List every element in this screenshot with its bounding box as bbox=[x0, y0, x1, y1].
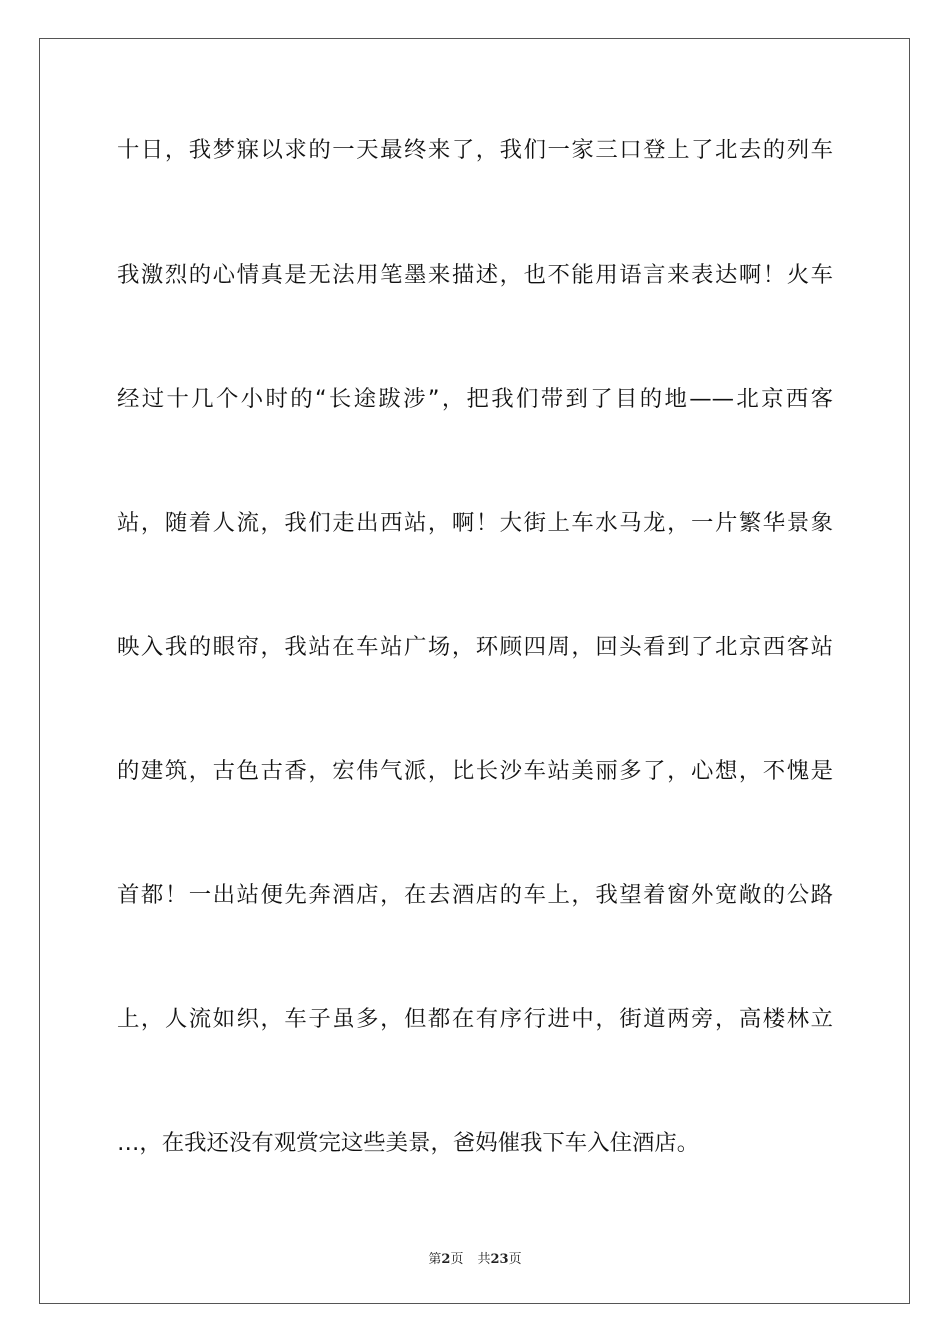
text-line-9: …，在我还没有观赏完这些美景，爸妈催我下车入住酒店。 bbox=[117, 1130, 700, 1156]
text-line-4: 站，随着人流，我们走出西站，啊！大街上车水马龙，一片繁华景象 bbox=[117, 510, 833, 536]
page-frame bbox=[39, 38, 910, 1304]
total-pages: 23 bbox=[490, 1252, 509, 1267]
text-line-5: 映入我的眼帘，我站在车站广场，环顾四周，回头看到了北京西客站 bbox=[117, 634, 833, 660]
page-prefix: 第 bbox=[428, 1252, 442, 1267]
total-prefix: 共 bbox=[477, 1252, 491, 1267]
page-number: 2 bbox=[441, 1252, 451, 1267]
page-suffix: 页 bbox=[450, 1252, 464, 1267]
page-footer bbox=[0, 1248, 950, 1267]
text-line-6: 的建筑，古色古香，宏伟气派，比长沙车站美丽多了，心想，不愧是 bbox=[117, 758, 833, 784]
text-line-1: 十日，我梦寐以求的一天最终来了，我们一家三口登上了北去的列车 bbox=[117, 137, 833, 163]
text-line-3: 经过十几个小时的“长途跋涉”，把我们带到了目的地——北京西客 bbox=[117, 386, 833, 412]
total-suffix: 页 bbox=[508, 1252, 522, 1267]
text-line-7: 首都！一出站便先奔酒店，在去酒店的车上，我望着窗外宽敞的公路 bbox=[117, 882, 833, 908]
text-line-2: 我激烈的心情真是无法用笔墨来描述，也不能用语言来表达啊！火车 bbox=[117, 262, 833, 288]
text-line-8: 上，人流如织，车子虽多，但都在有序行进中，街道两旁，高楼林立 bbox=[117, 1006, 833, 1032]
